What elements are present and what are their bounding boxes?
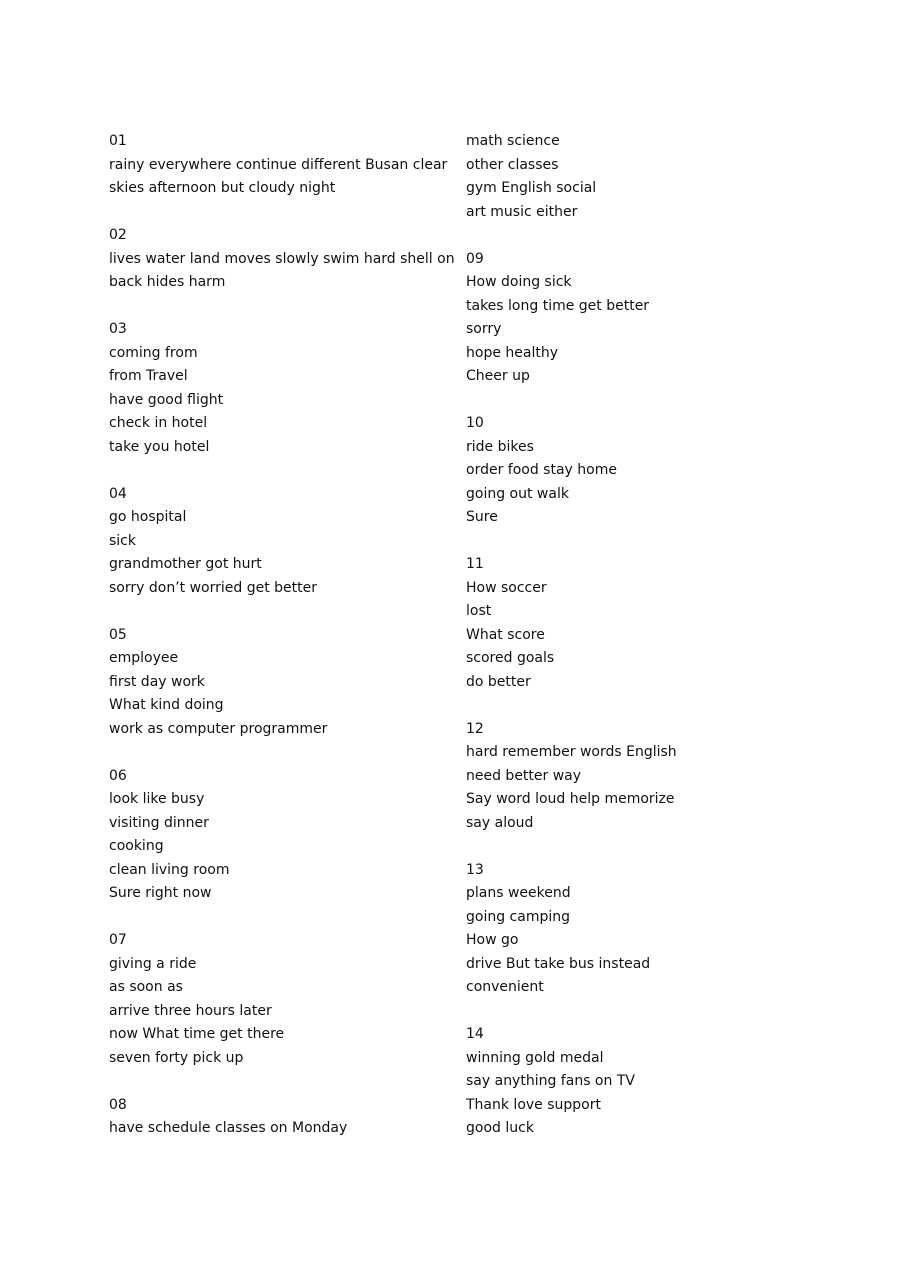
entry-gap — [466, 224, 796, 248]
entry-line: skies afternoon but cloudy night — [109, 180, 336, 196]
entry-line: cooking — [109, 838, 164, 854]
entry-block — [109, 1070, 439, 1141]
entry-gap — [466, 530, 796, 554]
entry-number: 14 — [466, 1026, 484, 1042]
entry-line: How doing sick — [466, 274, 572, 290]
entry-gap — [109, 459, 439, 483]
entry-line: take you hotel — [109, 438, 210, 455]
entry-block — [466, 389, 796, 530]
entry-line: convenient — [466, 979, 544, 995]
entry-number: 03 — [109, 321, 127, 337]
entry-line: other classes — [466, 156, 559, 173]
entry-line: have good flight — [109, 391, 224, 408]
entry-line: look like busy — [109, 791, 205, 807]
entry-line: Cheer up — [466, 368, 530, 384]
entry-block — [109, 295, 439, 460]
entry-line: visiting dinner — [109, 814, 209, 831]
entry-line: grandmother got hurt — [109, 556, 262, 572]
entry-line: as soon as — [109, 979, 183, 995]
entry-number: 11 — [466, 556, 484, 572]
entry-block — [466, 130, 796, 224]
entry-number: 05 — [109, 626, 127, 643]
entry-number: 07 — [109, 932, 127, 948]
entry-block — [466, 694, 796, 835]
entry-number: 12 — [466, 720, 484, 737]
entry-line: takes long time get better — [466, 297, 650, 314]
entry-block — [109, 459, 439, 600]
entry-gap — [466, 694, 796, 718]
entry-line: giving a ride — [109, 955, 197, 972]
entry-line: employee — [109, 650, 179, 666]
entry-line: order food stay home — [466, 462, 617, 478]
entry-line: hope healthy — [466, 344, 558, 361]
entry-number: 02 — [109, 227, 127, 243]
entry-number: 01 — [109, 133, 127, 149]
entry-block — [466, 1000, 796, 1141]
entry-block — [109, 600, 439, 741]
entry-line: hard remember words English — [466, 744, 677, 760]
entry-line: Sure — [466, 509, 498, 525]
entry-line: clean living room — [109, 861, 230, 878]
entry-number: 10 — [466, 415, 484, 431]
entry-line: say aloud — [466, 814, 534, 831]
entry-line: lives water land moves slowly swim hard shell on — [109, 250, 455, 267]
entry-number: 06 — [109, 767, 127, 784]
entry-line: What kind doing — [109, 697, 224, 713]
entry-line: going out walk — [466, 485, 569, 502]
entry-line: gym English social — [466, 180, 597, 196]
entry-block — [109, 130, 448, 201]
entry-line: plans weekend — [466, 885, 571, 901]
entry-line: Say word loud help memorize — [466, 791, 675, 807]
entry-line: ride bikes — [466, 438, 534, 455]
entry-line: sorry — [466, 321, 502, 337]
entry-line: Thank love support — [466, 1096, 601, 1113]
entry-line: Sure right now — [109, 885, 212, 901]
entry-gap — [109, 741, 439, 765]
entry-line: first day work — [109, 673, 205, 690]
entry-line: arrive three hours later — [109, 1002, 272, 1019]
entry-line: good luck — [466, 1120, 534, 1136]
entry-line: sorry don’t worried get better — [109, 579, 317, 596]
entry-gap — [466, 389, 796, 413]
entry-line: going camping — [466, 908, 571, 925]
entry-gap — [109, 600, 439, 624]
left-column — [109, 130, 455, 1141]
entry-line: from Travel — [109, 368, 188, 384]
entry-line: seven forty pick up — [109, 1049, 244, 1066]
entry-line: How go — [466, 932, 519, 948]
entry-gap — [109, 295, 439, 319]
entry-line: How soccer — [466, 579, 547, 596]
entry-block — [466, 224, 796, 389]
entry-line: do better — [466, 673, 531, 690]
right-column — [466, 130, 796, 1141]
entry-block — [466, 835, 796, 1000]
entry-line: coming from — [109, 344, 198, 361]
entry-gap — [466, 835, 796, 859]
entry-number: 04 — [109, 485, 127, 502]
entry-line: have schedule classes on Monday — [109, 1120, 348, 1136]
entry-line: say anything fans on TV — [466, 1073, 635, 1089]
entry-line: math science — [466, 133, 560, 149]
entry-line: drive But take bus instead — [466, 955, 651, 972]
entry-gap — [109, 201, 439, 225]
entry-line: check in hotel — [109, 415, 208, 431]
entry-block — [109, 201, 455, 295]
entry-gap — [466, 1000, 796, 1024]
entry-block — [109, 906, 439, 1071]
entry-number: 09 — [466, 250, 484, 267]
entry-line: rainy everywhere continue different Busan clear — [109, 156, 448, 173]
entry-line: What score — [466, 626, 545, 643]
entry-line: lost — [466, 603, 492, 619]
entry-line: winning gold medal — [466, 1049, 604, 1066]
entry-line: now What time get there — [109, 1026, 285, 1042]
entry-line: sick — [109, 532, 136, 549]
entry-gap — [109, 1070, 439, 1094]
entry-line: art music either — [466, 203, 578, 220]
entry-block — [466, 530, 796, 695]
entry-gap — [109, 906, 439, 930]
entry-line: work as computer programmer — [109, 720, 328, 737]
entry-block — [109, 741, 439, 906]
entry-line: go hospital — [109, 509, 187, 525]
entry-number: 13 — [466, 861, 484, 878]
entry-line: scored goals — [466, 650, 555, 666]
entry-number: 08 — [109, 1096, 127, 1113]
entry-line: back hides harm — [109, 274, 226, 290]
entry-line: need better way — [466, 767, 582, 784]
